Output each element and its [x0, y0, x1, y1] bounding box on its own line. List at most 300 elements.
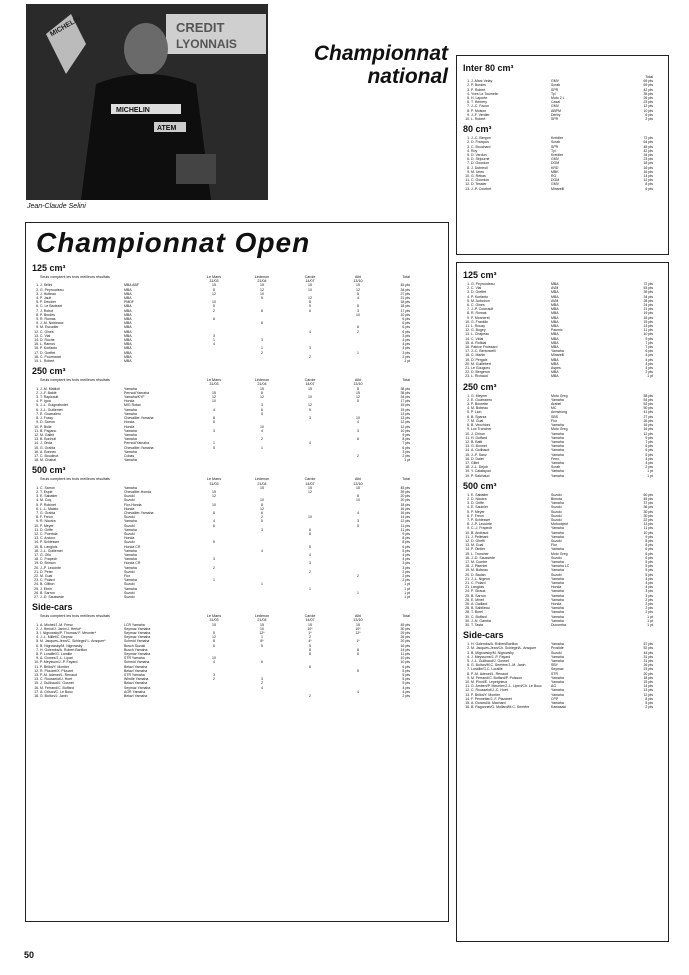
rank-cell: 12. — [465, 328, 470, 333]
rider-cell: C. Frapech — [40, 557, 58, 562]
total-cell: 2 pts — [402, 578, 410, 583]
rider-cell: M. Ferrand/C. Buffard/P. Poisson — [471, 675, 523, 680]
team-cell: Yamaha — [124, 428, 137, 433]
race3-cell: 3 — [309, 416, 311, 421]
rank-cell: 10. — [34, 523, 39, 528]
header-spacer — [124, 614, 190, 622]
race2-cell: 10 — [260, 626, 264, 631]
rank-cell: 18. — [34, 458, 39, 463]
race2-cell — [238, 359, 286, 363]
race-date: 14/07 — [305, 618, 315, 623]
rank-cell: 9. — [467, 675, 470, 680]
race2-cell: 5 — [261, 411, 263, 416]
rider-cell: M. Guillebert — [471, 361, 491, 366]
total-cell: 16 pts — [643, 169, 653, 174]
race2-cell: 15 — [260, 485, 264, 490]
rider-cell: D. Dalet — [471, 456, 484, 461]
race-date: 31/03 — [209, 481, 219, 486]
team-cell: Yamaha — [551, 701, 564, 706]
rank-cell: 7. — [467, 307, 470, 312]
rider-cell: E. Guarraiero — [471, 397, 493, 402]
race-name: Albi — [354, 614, 362, 619]
rank-cell: 7. — [467, 517, 470, 522]
team-cell: Ferro — [551, 456, 560, 461]
rank-cell: 10. — [465, 319, 470, 324]
total-cell: 22 pts — [643, 517, 653, 522]
race4-cell: 12* — [355, 631, 361, 636]
total-cell: 27 pts — [400, 291, 410, 296]
total-cell: 20 pts — [400, 494, 410, 499]
race2-cell: 12 — [260, 287, 264, 292]
race-name: Albi — [354, 275, 362, 279]
rider-cell: D. Sarron — [40, 420, 55, 425]
race3-cell — [286, 458, 334, 462]
rider-cell: H. Golemba/A. Robert/Barillon — [471, 642, 519, 647]
race2-cell: 10 — [260, 498, 264, 503]
rider-cell: J. Ebrin — [40, 586, 52, 591]
total-cell: 9 pts — [645, 435, 653, 440]
total-cell: 16 pts — [400, 643, 410, 648]
rider-cell: G. Grabla — [40, 510, 56, 515]
rank-cell: 2. — [36, 489, 39, 494]
rider-cell: J.-Marc Velay — [471, 79, 493, 84]
race3-cell: 8 — [309, 531, 311, 536]
national-section-heading: Side-cars — [463, 630, 504, 641]
logo-lyonnais: LYONNAIS — [176, 37, 237, 51]
race4-cell: 12 — [356, 287, 360, 292]
logo-michelin-helmet: MICHELIN — [49, 15, 82, 39]
total-cell: 72 pts — [643, 136, 653, 141]
rank-cell: 14. — [34, 338, 39, 343]
rank-cell: 13. — [465, 186, 470, 191]
rider-cell: Le Gouguec — [471, 366, 491, 371]
team-cell: MBA — [551, 361, 559, 366]
team-cell: Yamaha — [124, 548, 137, 553]
race3-cell: 3 — [309, 346, 311, 351]
race2-cell: 4 — [261, 548, 263, 553]
rank-cell: 13. — [465, 444, 470, 449]
rider-cell: D. Griffe — [40, 527, 53, 532]
total-cell: 18 pts — [643, 315, 653, 320]
total-cell: 8 pts — [645, 543, 653, 548]
team-cell: Tyl — [551, 148, 556, 153]
race-date: 21/04 — [257, 382, 267, 387]
rank-cell: 13. — [34, 536, 39, 541]
race2-cell: 12 — [260, 506, 264, 511]
rank-cell: 2. — [36, 626, 39, 631]
rider-cell: C. Arcioro — [40, 536, 56, 541]
total-cell: 13 pts — [643, 688, 653, 693]
race2-cell: 1 — [261, 582, 263, 587]
rider-cell: L. Richaud — [471, 374, 488, 379]
rank-cell: 1. — [36, 622, 39, 627]
team-cell: MBA — [551, 340, 559, 345]
team-cell: GMV — [551, 104, 559, 109]
total-cell: 4 pts — [402, 685, 410, 690]
total-cell: 4 pts — [645, 357, 653, 362]
rider-cell: B. Vecchioni — [471, 423, 491, 428]
total-cell: 42 pts — [643, 87, 653, 92]
rank-cell: 27. — [34, 595, 39, 600]
rank-cell: 16. — [465, 345, 470, 350]
rank-cell: 14. — [465, 336, 470, 341]
rank-cell: 19. — [34, 359, 39, 364]
rider-cell: J. Meyssone/J.-P. Fayard — [471, 654, 511, 659]
team-cell: Yamaha — [551, 439, 564, 444]
rank-cell: 9. — [36, 321, 39, 326]
total-cell: 21 pts — [643, 307, 653, 312]
total-cell: 30 pts — [400, 626, 410, 631]
total-cell: 1 pt — [647, 618, 653, 623]
open-title: Championnat Open — [36, 227, 311, 258]
race3-cell: 4 — [309, 441, 311, 446]
rider-cell: J.-L. Guilbaud/J. Gosnet — [471, 659, 509, 664]
table-row — [32, 458, 442, 462]
total-cell: 69 pts — [643, 79, 653, 84]
rank-cell: 13. — [465, 332, 470, 337]
race-header — [286, 275, 334, 283]
race1-cell — [190, 359, 238, 363]
rider-cell: G. Peyroudeau — [40, 287, 64, 292]
rank-cell: 18. — [34, 557, 39, 562]
race3-cell: 6 — [309, 308, 311, 313]
total-cell: 3 pts — [402, 449, 410, 454]
team-cell: MBA — [551, 332, 559, 337]
rank-cell: 3. — [467, 501, 470, 506]
team-cell: Seymaz — [551, 667, 564, 672]
race4-cell: 15 — [356, 622, 360, 627]
rank-cell: 13. — [465, 692, 470, 697]
team-cell: Yamaha — [551, 597, 564, 602]
race3-cell: 12 — [308, 296, 312, 301]
race-name: Lédenon — [254, 477, 270, 482]
rider-cell: R. Romas — [40, 317, 56, 322]
total-cell: 29 pts — [400, 631, 410, 636]
team-cell: GMV — [551, 182, 559, 187]
rider-cell: J. Chiron — [471, 431, 486, 436]
team-cell: MBA — [551, 374, 559, 379]
total-cell: 30 pts — [643, 509, 653, 514]
race-date: 31/03 — [209, 279, 219, 284]
team-cell: Suzuki — [551, 650, 562, 655]
rider-cell: C. Vial — [471, 286, 482, 291]
race-header — [334, 378, 382, 386]
total-cell: 12 pts — [643, 431, 653, 436]
rank-cell: 28. — [465, 610, 470, 615]
logo-michelin-chest: MICHELIN — [116, 107, 150, 114]
total-cell: 5 pts — [645, 572, 653, 577]
open-championship-box — [25, 222, 449, 922]
team-cell: MBA — [124, 350, 132, 355]
rank-cell: 10. — [465, 431, 470, 436]
team-cell: Schmid Yamaha — [124, 660, 150, 665]
rider-cell: D. Gourdon — [471, 161, 490, 166]
total-cell: 26 pts — [643, 663, 653, 668]
race4-cell — [334, 694, 382, 698]
rider-cell: J.-L. Guillemet — [40, 548, 63, 553]
race3-cell: 15 — [308, 622, 312, 627]
team-cell: MBA — [551, 282, 559, 286]
rider-cell: M. Urieu — [471, 169, 485, 174]
race1-cell: 15 — [212, 283, 216, 288]
team-cell: MBA — [124, 296, 132, 301]
open-section — [32, 263, 442, 363]
team-cell: Kreidler — [551, 153, 564, 158]
race-header — [334, 275, 382, 283]
rank-cell: 8. — [467, 108, 470, 113]
rider-cell: G. Meyner — [471, 393, 488, 398]
race-date: 21/04 — [257, 618, 267, 623]
total-cell: 37 pts — [643, 501, 653, 506]
total-cell: 7 pts — [645, 340, 653, 345]
total-cell: 1 pt — [647, 623, 653, 628]
team-cell: Suzuki — [124, 498, 135, 503]
race2-cell: 6 — [261, 407, 263, 412]
total-cell: 8 pts — [645, 182, 653, 187]
total-cell: 50 pts — [643, 406, 653, 411]
total-cell: 2 pts — [402, 354, 410, 359]
total-cell: 21 pts — [400, 296, 410, 301]
national-title-line1: Championnat — [313, 42, 448, 65]
logo-atem: ATEM — [157, 125, 177, 132]
team-cell: Aspes — [551, 366, 561, 371]
total-cell: 6 pts — [645, 555, 653, 560]
rider-cell: Luc Troncher — [471, 427, 492, 432]
team-cell: Paumic — [551, 328, 563, 333]
team-cell: MBA — [551, 357, 559, 362]
race1-cell: 6 — [213, 643, 215, 648]
rank-cell: 4. — [467, 91, 470, 96]
rank-cell: 15. — [465, 452, 470, 457]
race1-cell: 2 — [213, 565, 215, 570]
race-name: Carole — [304, 378, 316, 383]
team-cell: Yamaha — [551, 526, 564, 531]
team-cell: ABPM — [551, 108, 561, 113]
rank-cell: 6. — [36, 407, 39, 412]
race3-cell: 2 — [309, 569, 311, 574]
rider-cell: M. Pinot/E. Lepeigneux — [471, 680, 508, 685]
national-section — [463, 63, 662, 121]
total-cell: 53 pts — [643, 286, 653, 291]
rank-cell: 1. — [467, 642, 470, 647]
rank-cell: 9. — [467, 169, 470, 174]
rider-cell: D. Griffe — [471, 501, 484, 506]
total-cell: 1 pt — [404, 595, 410, 600]
team-cell: Yamaha — [124, 527, 137, 532]
total-cell: 12 pts — [643, 692, 653, 697]
rank-cell: 13. — [34, 673, 39, 678]
rank-cell: 6. — [36, 304, 39, 309]
team-cell: Yamaha — [124, 411, 137, 416]
team-cell: Ducomba — [551, 623, 566, 628]
race4-cell: 5 — [357, 291, 359, 296]
rank-cell: 8. — [36, 515, 39, 520]
national-section — [463, 270, 662, 379]
rider-cell: M. Gual — [471, 418, 484, 423]
race-date: 13/10 — [353, 382, 363, 387]
total-cell: 1 pt — [404, 590, 410, 595]
team-cell: Yamaha — [551, 692, 564, 697]
race2-cell: 2 — [261, 350, 263, 355]
race1-cell: 12 — [212, 494, 216, 499]
race4-cell: 4 — [357, 510, 359, 515]
race3-cell: 10 — [308, 395, 312, 400]
total-cell: 54 pts — [643, 397, 653, 402]
rank-cell: 11. — [34, 664, 39, 669]
total-cell: 5 pts — [645, 559, 653, 564]
rank-cell: 7. — [36, 510, 39, 515]
total-cell: 18 pts — [400, 304, 410, 309]
rank-cell: 3. — [467, 402, 470, 407]
rider-cell: P. Bordes — [40, 312, 55, 317]
race-date: 14/07 — [305, 481, 315, 486]
rider-cell: T. Rapicault — [40, 395, 59, 400]
rank-cell: 12. — [34, 668, 39, 673]
rank-cell: 2. — [467, 397, 470, 402]
rider-cell: G. Bolton/M.C. Serrière/J.-M. Janin — [471, 663, 526, 668]
rider-cell: C. Polard — [40, 578, 55, 583]
team-cell: Suzuki — [124, 595, 135, 600]
team-cell: Yamaha — [551, 547, 564, 552]
team-cell: Suzuki — [551, 513, 562, 518]
total-cell: 1 pt — [647, 469, 653, 474]
rank-cell: 9. — [467, 526, 470, 531]
team-cell: AGR Yamaha — [124, 689, 146, 694]
race1-cell: 3 — [213, 333, 215, 338]
team-cell: Yamaha — [124, 552, 137, 557]
race4-cell: 15 — [356, 283, 360, 288]
rider-cell: C. Vidal — [471, 336, 484, 341]
total-cell: 2 pts — [645, 606, 653, 611]
total-cell: 4 pts — [645, 366, 653, 371]
rider-cell: P. Meyer — [471, 509, 485, 514]
rank-cell: 11. — [465, 534, 470, 539]
rank-cell: 19. — [465, 469, 470, 474]
rider-cell: F. Fréon — [40, 515, 53, 520]
team-cell: Honda — [551, 602, 562, 607]
total-cell: 2 pts — [402, 694, 410, 699]
rider-cell: J.-C. Bergon — [471, 136, 491, 141]
rank-cell: 16. — [34, 548, 39, 553]
race2-cell: 6 — [261, 510, 263, 515]
rider-cell: P. Meyer — [40, 523, 54, 528]
race3-cell: 15 — [308, 485, 312, 490]
race2-cell: 2 — [261, 437, 263, 442]
team-cell: Chevallier-Honda — [124, 489, 152, 494]
team-cell: MBA — [551, 303, 559, 308]
team-cell: Suzuki — [124, 540, 135, 545]
race-header — [334, 614, 382, 622]
page-number: 50 — [24, 950, 35, 960]
team-cell: Flor — [124, 574, 131, 578]
total-cell: 10 pts — [400, 428, 410, 433]
rider-cell: J. Onda — [40, 441, 53, 446]
rider-cell: B. Sarron — [471, 593, 486, 598]
rider-cell: P. Meysson/J.-P. Fayard — [40, 660, 78, 665]
total-cell: 58 pts — [643, 393, 653, 398]
team-cell: MBA — [551, 294, 559, 299]
total-cell: 18 pts — [400, 502, 410, 507]
total-cell: 6 pts — [402, 664, 410, 669]
total-cell: 4 pts — [402, 689, 410, 694]
open-section-heading: Side-cars — [32, 602, 73, 613]
total-cell: 16 pts — [400, 510, 410, 515]
team-cell: MBA — [124, 291, 132, 296]
rider-cell: P. Loraille/G. Loraille — [40, 652, 73, 657]
race4-cell: 4 — [357, 296, 359, 301]
team-cell: Belazi Yamaha — [124, 664, 148, 669]
team-cell: Scrab — [551, 465, 561, 470]
rider-cell: M. Bobeau — [471, 568, 488, 573]
team-cell: CPP — [551, 696, 559, 701]
team-cell: Yamaha — [551, 654, 564, 659]
total-cell: 7 pts — [402, 441, 410, 446]
rank-cell: 2. — [36, 390, 39, 395]
team-cell: Yamaha — [551, 688, 564, 693]
team-cell: Yamaha — [551, 680, 564, 685]
total-cell: 3 pts — [402, 565, 410, 570]
rank-cell: 13. — [34, 333, 39, 338]
rider-cell: J.-N. Gamba — [471, 618, 491, 623]
total-cell: 7 pts — [645, 439, 653, 444]
team-cell: RG — [551, 174, 557, 179]
rank-cell: 9. — [36, 656, 39, 661]
total-cell: 5 pts — [645, 452, 653, 457]
race2-cell: 2 — [261, 681, 263, 686]
race2-cell: 4 — [261, 428, 263, 433]
rank-cell: 30. — [465, 623, 470, 628]
rider-cell: Langlois — [471, 585, 485, 590]
race1-cell: 10 — [212, 300, 216, 305]
total-cell: 4 pts — [645, 353, 653, 358]
rider-cell: Patrice Froissard — [471, 345, 498, 350]
total-cell: 6 pts — [645, 186, 653, 191]
rank-cell: 1. — [36, 386, 39, 391]
rider-cell: P. Giraud — [471, 589, 486, 594]
team-cell: Flor — [551, 543, 558, 548]
total-cell: 2 pts — [645, 610, 653, 615]
rank-cell: 21. — [34, 569, 39, 574]
total-cell: 4 pts — [402, 557, 410, 562]
team-cell: Yamaha — [551, 659, 564, 664]
rank-cell: 30. — [465, 618, 470, 623]
rider-cell: J.-L. Guignabodet — [40, 403, 68, 408]
team-cell: Proslide — [551, 646, 564, 651]
team-cell: Kreidler — [551, 136, 564, 141]
rider-cell: J.-D. Saussède — [471, 555, 495, 560]
rider-cell: E. Saulnier — [471, 505, 489, 510]
race-name: Le Mans — [206, 378, 222, 383]
total-cell: 5 pts — [402, 677, 410, 682]
race1-cell: 15 — [212, 622, 216, 627]
race1-cell: 1 — [213, 441, 215, 446]
rank-cell: 6. — [36, 643, 39, 648]
team-cell: Honda — [551, 585, 562, 590]
total-cell: 34 pts — [400, 395, 410, 400]
rider-cell: J. Heriot/J. Janin/J. Heriot* — [40, 626, 82, 631]
team-cell: Yamaha — [124, 458, 137, 463]
race-header — [334, 477, 382, 485]
header-spacer — [124, 275, 190, 283]
total-cell: 12 pts — [400, 420, 410, 425]
total-cell: 12 pts — [643, 104, 653, 109]
rider-cell: D. Brimon — [40, 561, 56, 566]
team-cell: Yamaha — [551, 534, 564, 539]
rank-cell: 4. — [467, 406, 470, 411]
rider-cell: C. Rousselot/J. Huet — [40, 677, 73, 682]
race3-cell: 6 — [309, 664, 311, 669]
race4-cell: 10 — [356, 312, 360, 317]
